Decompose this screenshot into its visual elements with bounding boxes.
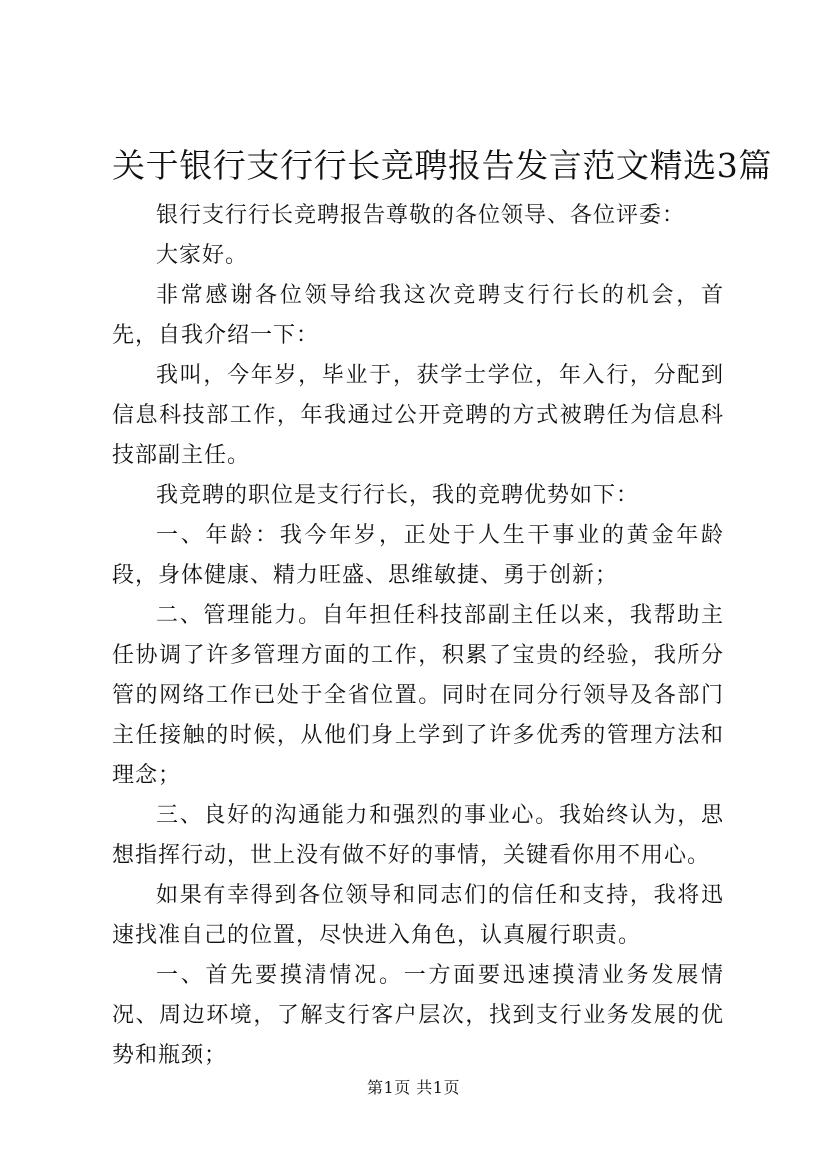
paragraph-1: 银行支行行长竞聘报告尊敬的各位领导、各位评委： <box>156 203 686 228</box>
paragraph-9: 如果有幸得到各位领导和同志们的信任和支持，我将迅速找准自己的位置，尽快进入角色，认真履行职责。 <box>112 883 724 948</box>
paragraph-4: 我叫，今年岁，毕业于，获学士学位，年入行，分配到信息科技部工作，年我通过公开竞聘的方式被聘任为信息科技部副主任。 <box>112 363 724 468</box>
paragraph-6: 一、年龄：我今年岁，正处于人生干事业的黄金年龄段，身体健康、精力旺盛、思维敏捷、勇于创新； <box>112 523 724 588</box>
document-body <box>112 196 724 1076</box>
page-number-footer: 第1页 共1页 <box>367 1078 460 1097</box>
paragraph-7: 二、管理能力。自年担任科技部副主任以来，我帮助主任协调了许多管理方面的工作，积累了宝贵的经验，我所分管的网络工作已处于全省位置。同时在同分行领导及各部门主任接触的时候，从他们身上学到了许多优秀的管理方法和理念； <box>112 603 724 788</box>
paragraph-8: 三、良好的沟通能力和强烈的事业心。我始终认为，思想指挥行动，世上没有做不好的事情，关键看你用不用心。 <box>112 803 724 868</box>
document-title: 关于银行支行行长竞聘报告发言范文精选3篇 <box>112 146 772 185</box>
paragraph-2: 大家好。 <box>156 243 249 268</box>
paragraph-5: 我竞聘的职位是支行行长，我的竞聘优势如下： <box>156 483 640 508</box>
paragraph-3: 非常感谢各位领导给我这次竞聘支行行长的机会，首先，自我介绍一下： <box>112 283 724 348</box>
paragraph-10: 一、首先要摸清情况。一方面要迅速摸清业务发展情况、周边环境，了解支行客户层次，找到支行业务发展的优势和瓶颈； <box>112 963 724 1068</box>
